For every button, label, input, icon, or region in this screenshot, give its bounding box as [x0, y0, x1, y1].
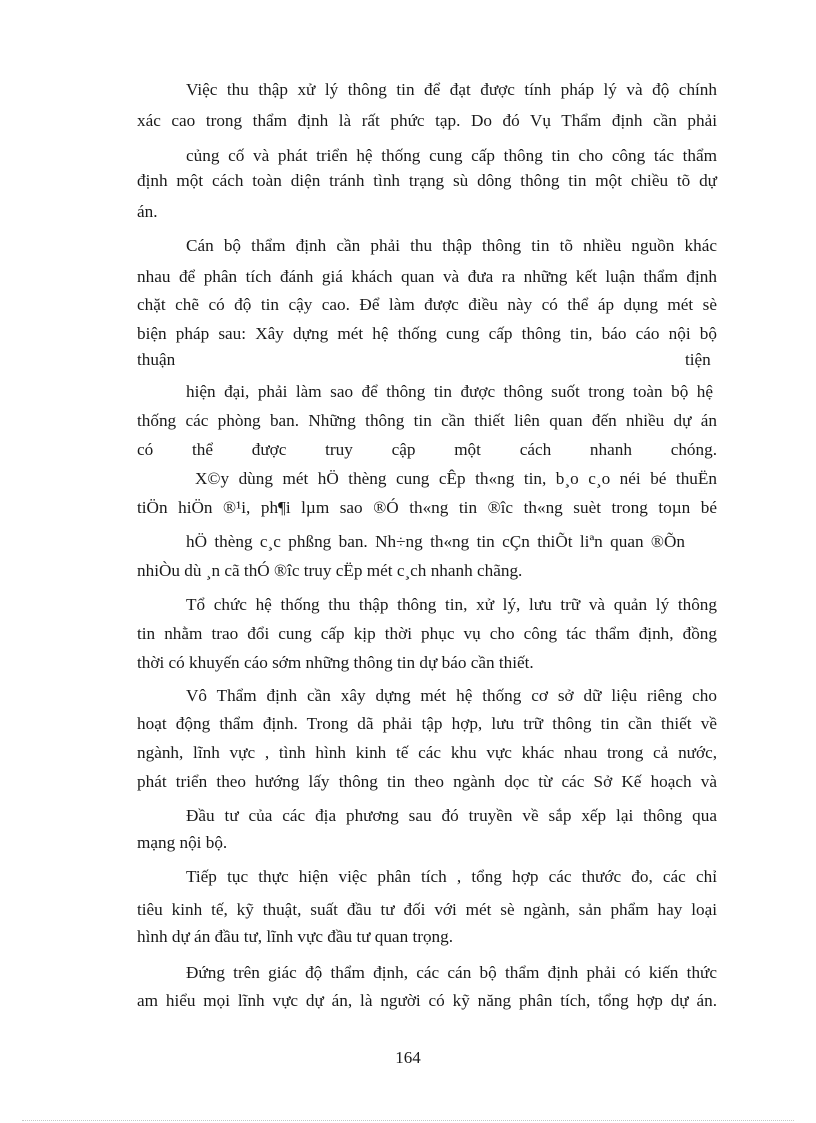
text-line: án. [137, 202, 158, 221]
text-line: phát triển theo hướng lấy thông tin theo ngành dọc từ các Sở Kế hoạch và [137, 772, 717, 791]
text-line: thuận [137, 350, 176, 369]
text-line: Đầu tư của các địa phương sau đó truyền về sắp xếp lại thông qua [186, 806, 717, 825]
text-line: nhau để phân tích đánh giá khách quan và đưa ra những kết luận thẩm định [137, 267, 717, 286]
text-line: thời có khuyến cáo sớm những thông tin dự báo cần thiết. [137, 653, 534, 672]
text-line: biện pháp sau: Xây dựng mét hệ thống cung cấp thông tin, báo cáo nội bộ [137, 324, 717, 343]
text-line: Vô Thẩm định cần xây dựng mét hệ thống cơ sở dữ liệu riêng cho [186, 686, 717, 705]
text-line: hình dự án đầu tư, lĩnh vực đầu tư quan trọng. [137, 927, 454, 946]
text-line: tiện [685, 350, 711, 369]
text-line: hiện đại, phải làm sao để thông tin được thông suốt trong toàn bộ hệ [186, 382, 713, 401]
text-line: Đứng trên giác độ thẩm định, các cán bộ thẩm định phải có kiến thức [186, 963, 717, 982]
text-line: mạng nội bộ. [137, 833, 228, 852]
text-line: Tổ chức hệ thống thu thập thông tin, xử lý, lưu trữ và quản lý thông [186, 595, 717, 614]
text-line: tiêu kinh tế, kỹ thuật, suất đầu tư đối với mét sè ngành, sản phẩm hay loại [137, 900, 717, 919]
text-line: X©y dùng mét hÖ thèng cung cÊp th«ng tin, b¸o c¸o néi bé thuËn [195, 469, 717, 488]
text-line: am hiểu mọi lĩnh vực dự án, là người có kỹ năng phân tích, tổng hợp dự án. [137, 991, 717, 1010]
text-line: thống các phòng ban. Những thông tin cần thiết liên quan đến nhiều dự án [137, 411, 717, 430]
text-line: hÖ thèng c¸c phßng ban. Nh÷ng th«ng tin cÇn thiÕt liªn quan ®Õn [186, 532, 685, 551]
text-line: nhiÒu dù ¸n cã thÓ ®îc truy cËp mét c¸ch nhanh chãng. [137, 561, 523, 580]
page-number: 164 [395, 1048, 421, 1067]
text-line: Cán bộ thẩm định cần phải thu thập thông tin tõ nhiều nguồn khác [186, 236, 717, 255]
text-line: xác cao trong thẩm định là rất phức tạp. Do đó Vụ Thẩm định cần phải [137, 111, 717, 130]
text-line: Tiếp tục thực hiện việc phân tích , tổng hợp các thước đo, các chỉ [186, 867, 717, 886]
text-line: ngành, lĩnh vực , tình hình kinh tế các khu vực khác nhau trong cả nước, [137, 743, 717, 762]
text-line: có thể được truy cập một cách nhanh chóng. [137, 440, 717, 459]
text-line: củng cố và phát triển hệ thống cung cấp thông tin cho công tác thẩm [186, 146, 717, 165]
text-line: tin nhằm trao đổi cung cấp kịp thời phục vụ cho công tác thẩm định, đồng [137, 624, 717, 643]
text-line: Việc thu thập xử lý thông tin để đạt được tính pháp lý và độ chính [186, 80, 717, 99]
text-line: định một cách toàn diện tránh tình trạng sù dông thông tin một chiều tõ dự [137, 171, 717, 190]
text-line: hoạt động thẩm định. Trong dã phải tập hợp, lưu trữ thông tin cần thiết về [137, 714, 717, 733]
text-line: tiÖn hiÖn ®¹i, ph¶i lµm sao ®Ó th«ng tin ®îc th«ng suèt trong toµn bé [137, 498, 717, 517]
page-bottom-divider [22, 1120, 794, 1121]
text-line: chặt chẽ có độ tin cậy cao. Để làm được điều này có thể áp dụng mét sè [137, 295, 717, 314]
